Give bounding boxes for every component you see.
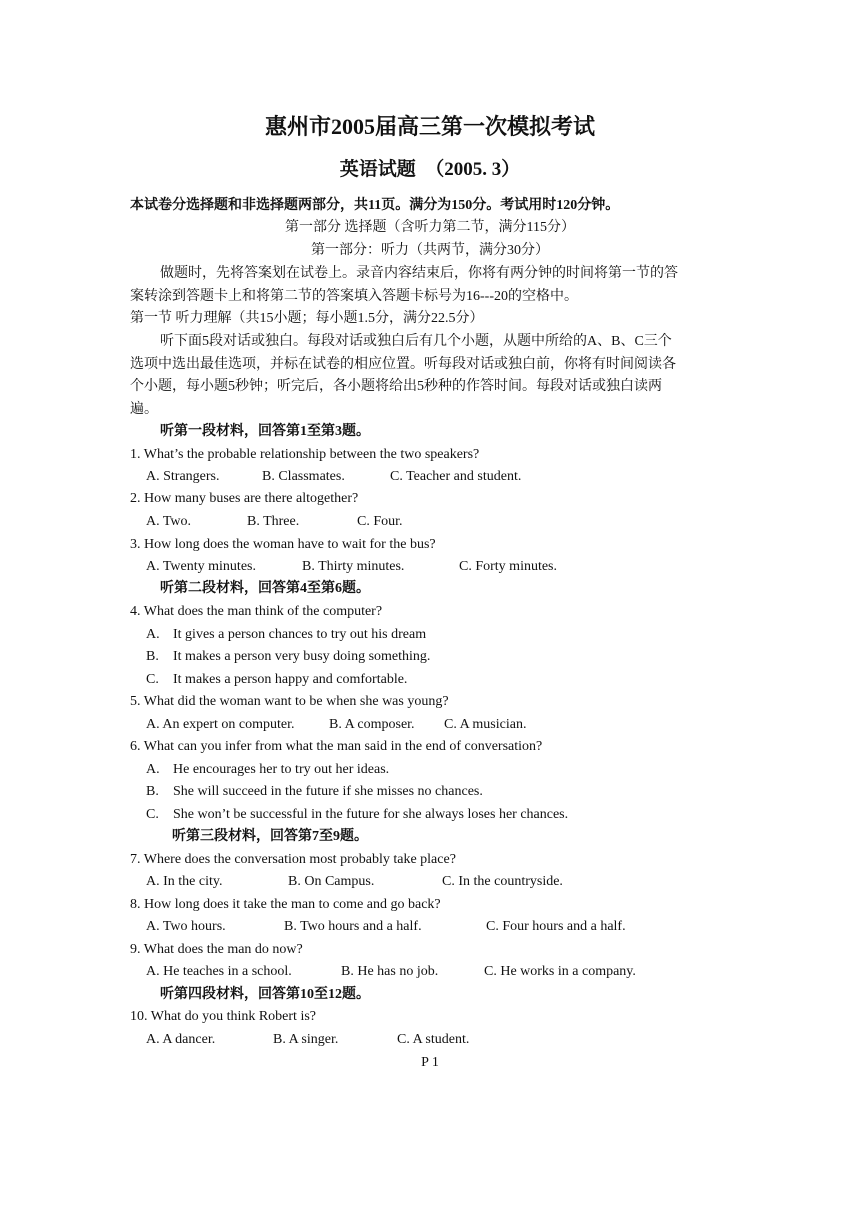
option-b: B. On Campus. (288, 874, 375, 889)
section1-desc-line: 选项中选出最佳选项，并标在试卷的相应位置。听每段对话或独白前，你将有时间阅读各 (130, 357, 676, 372)
option-a-row (146, 759, 389, 781)
option-a: A. Twenty minutes. (146, 559, 256, 574)
option-label: A. (146, 762, 160, 777)
option-a: A. Strangers. (146, 469, 220, 484)
option-label: B. (146, 649, 159, 664)
option-label: B. (146, 784, 159, 799)
instructions-line: 案转涂到答题卡上和将第二节的答案填入答题卡标号为16---20的空格中。 (130, 289, 578, 304)
option-b: B. Thirty minutes. (302, 559, 405, 574)
question-stem: 2. How many buses are there altogether? (130, 491, 359, 506)
section1-desc-line: 听下面5段对话或独白。每段对话或独白后有几个小题，从题中所给的A、B、C三个 (160, 334, 672, 349)
question-stem: 6. What can you infer from what the man said in the end of conversation? (130, 739, 543, 754)
listening-heading: 第一部分：听力（共两节，满分30分） (311, 243, 549, 258)
option-b: B. Two hours and a half. (284, 919, 422, 934)
option-b: B. Three. (247, 514, 300, 529)
option-a: A. Two. (146, 514, 192, 529)
option-a: He encourages her to try out her ideas. (173, 762, 390, 777)
instructions-line: 做题时，先将答案划在试卷上。录音内容结束后，你将有两分钟的时间将第一节的答 (160, 266, 678, 281)
option-c: C. A musician. (444, 717, 527, 732)
exam-subtitle: 英语试题 （2005. 3） (339, 159, 521, 180)
option-c: C. A student. (397, 1032, 470, 1047)
part1-heading: 第一部分 选择题（含听力第二节，满分115分） (285, 220, 575, 235)
question-stem: 5. What did the woman want to be when she was young? (130, 694, 449, 709)
option-b: B. A singer. (273, 1032, 339, 1047)
option-b: B. He has no job. (341, 964, 439, 979)
section1-desc-line: 个小题，每小题5秒钟；听完后，各小题将给出5秒种的作答时间。每段对话或独白读两 (130, 379, 662, 394)
section1-desc-line: 遍。 (130, 402, 158, 417)
option-c-row (146, 804, 568, 826)
option-b-row (146, 781, 483, 803)
option-c: C. Four. (357, 514, 403, 529)
material-label: 听第四段材料，回答第10至12题。 (160, 987, 370, 1002)
option-a: A. Two hours. (146, 919, 226, 934)
option-a: A. He teaches in a school. (146, 964, 292, 979)
option-a: A. An expert on computer. (146, 717, 295, 732)
page-number: P 1 (421, 1055, 439, 1070)
question-stem: 4. What does the man think of the computer? (130, 604, 383, 619)
option-c: C. Forty minutes. (459, 559, 558, 574)
option-c: C. Teacher and student. (390, 469, 522, 484)
option-a: A. A dancer. (146, 1032, 216, 1047)
option-b: It makes a person very busy doing something. (173, 649, 431, 664)
intro-text: 本试卷分选择题和非选择题两部分，共11页。满分为150分。考试用时120分钟。 (130, 198, 620, 213)
option-c: It makes a person happy and comfortable. (173, 672, 408, 687)
question-stem: 1. What’s the probable relationship between the two speakers? (130, 447, 480, 462)
option-b: B. A composer. (329, 717, 415, 732)
question-stem: 10. What do you think Robert is? (130, 1009, 316, 1024)
option-label: C. (146, 672, 159, 687)
section1-heading: 第一节 听力理解（共15小题；每小题1.5分，满分22.5分） (130, 311, 484, 326)
option-c: C. He works in a company. (484, 964, 636, 979)
question-stem: 8. How long does it take the man to come and go back? (130, 897, 441, 912)
option-a-row (146, 624, 426, 646)
option-c: C. Four hours and a half. (486, 919, 626, 934)
material-label: 听第二段材料，回答第4至第6题。 (160, 581, 370, 596)
option-a: A. In the city. (146, 874, 223, 889)
material-label: 听第一段材料，回答第1至第3题。 (160, 424, 370, 439)
question-stem: 9. What does the man do now? (130, 942, 303, 957)
option-b-row (146, 646, 430, 668)
option-label: C. (146, 807, 159, 822)
material-label: 听第三段材料，回答第7至9题。 (172, 829, 368, 844)
option-b: B. Classmates. (262, 469, 345, 484)
option-label: A. (146, 627, 160, 642)
option-c-row (146, 669, 407, 691)
option-b: She will succeed in the future if she misses no chances. (173, 784, 483, 799)
option-c: C. In the countryside. (442, 874, 563, 889)
exam-title: 惠州市2005届高三第一次模拟考试 (264, 114, 595, 139)
question-stem: 3. How long does the woman have to wait for the bus? (130, 537, 436, 552)
question-stem: 7. Where does the conversation most probably take place? (130, 852, 456, 867)
option-c: She won’t be successful in the future for she always loses her chances. (173, 807, 569, 822)
option-a: It gives a person chances to try out his dream (173, 627, 427, 642)
